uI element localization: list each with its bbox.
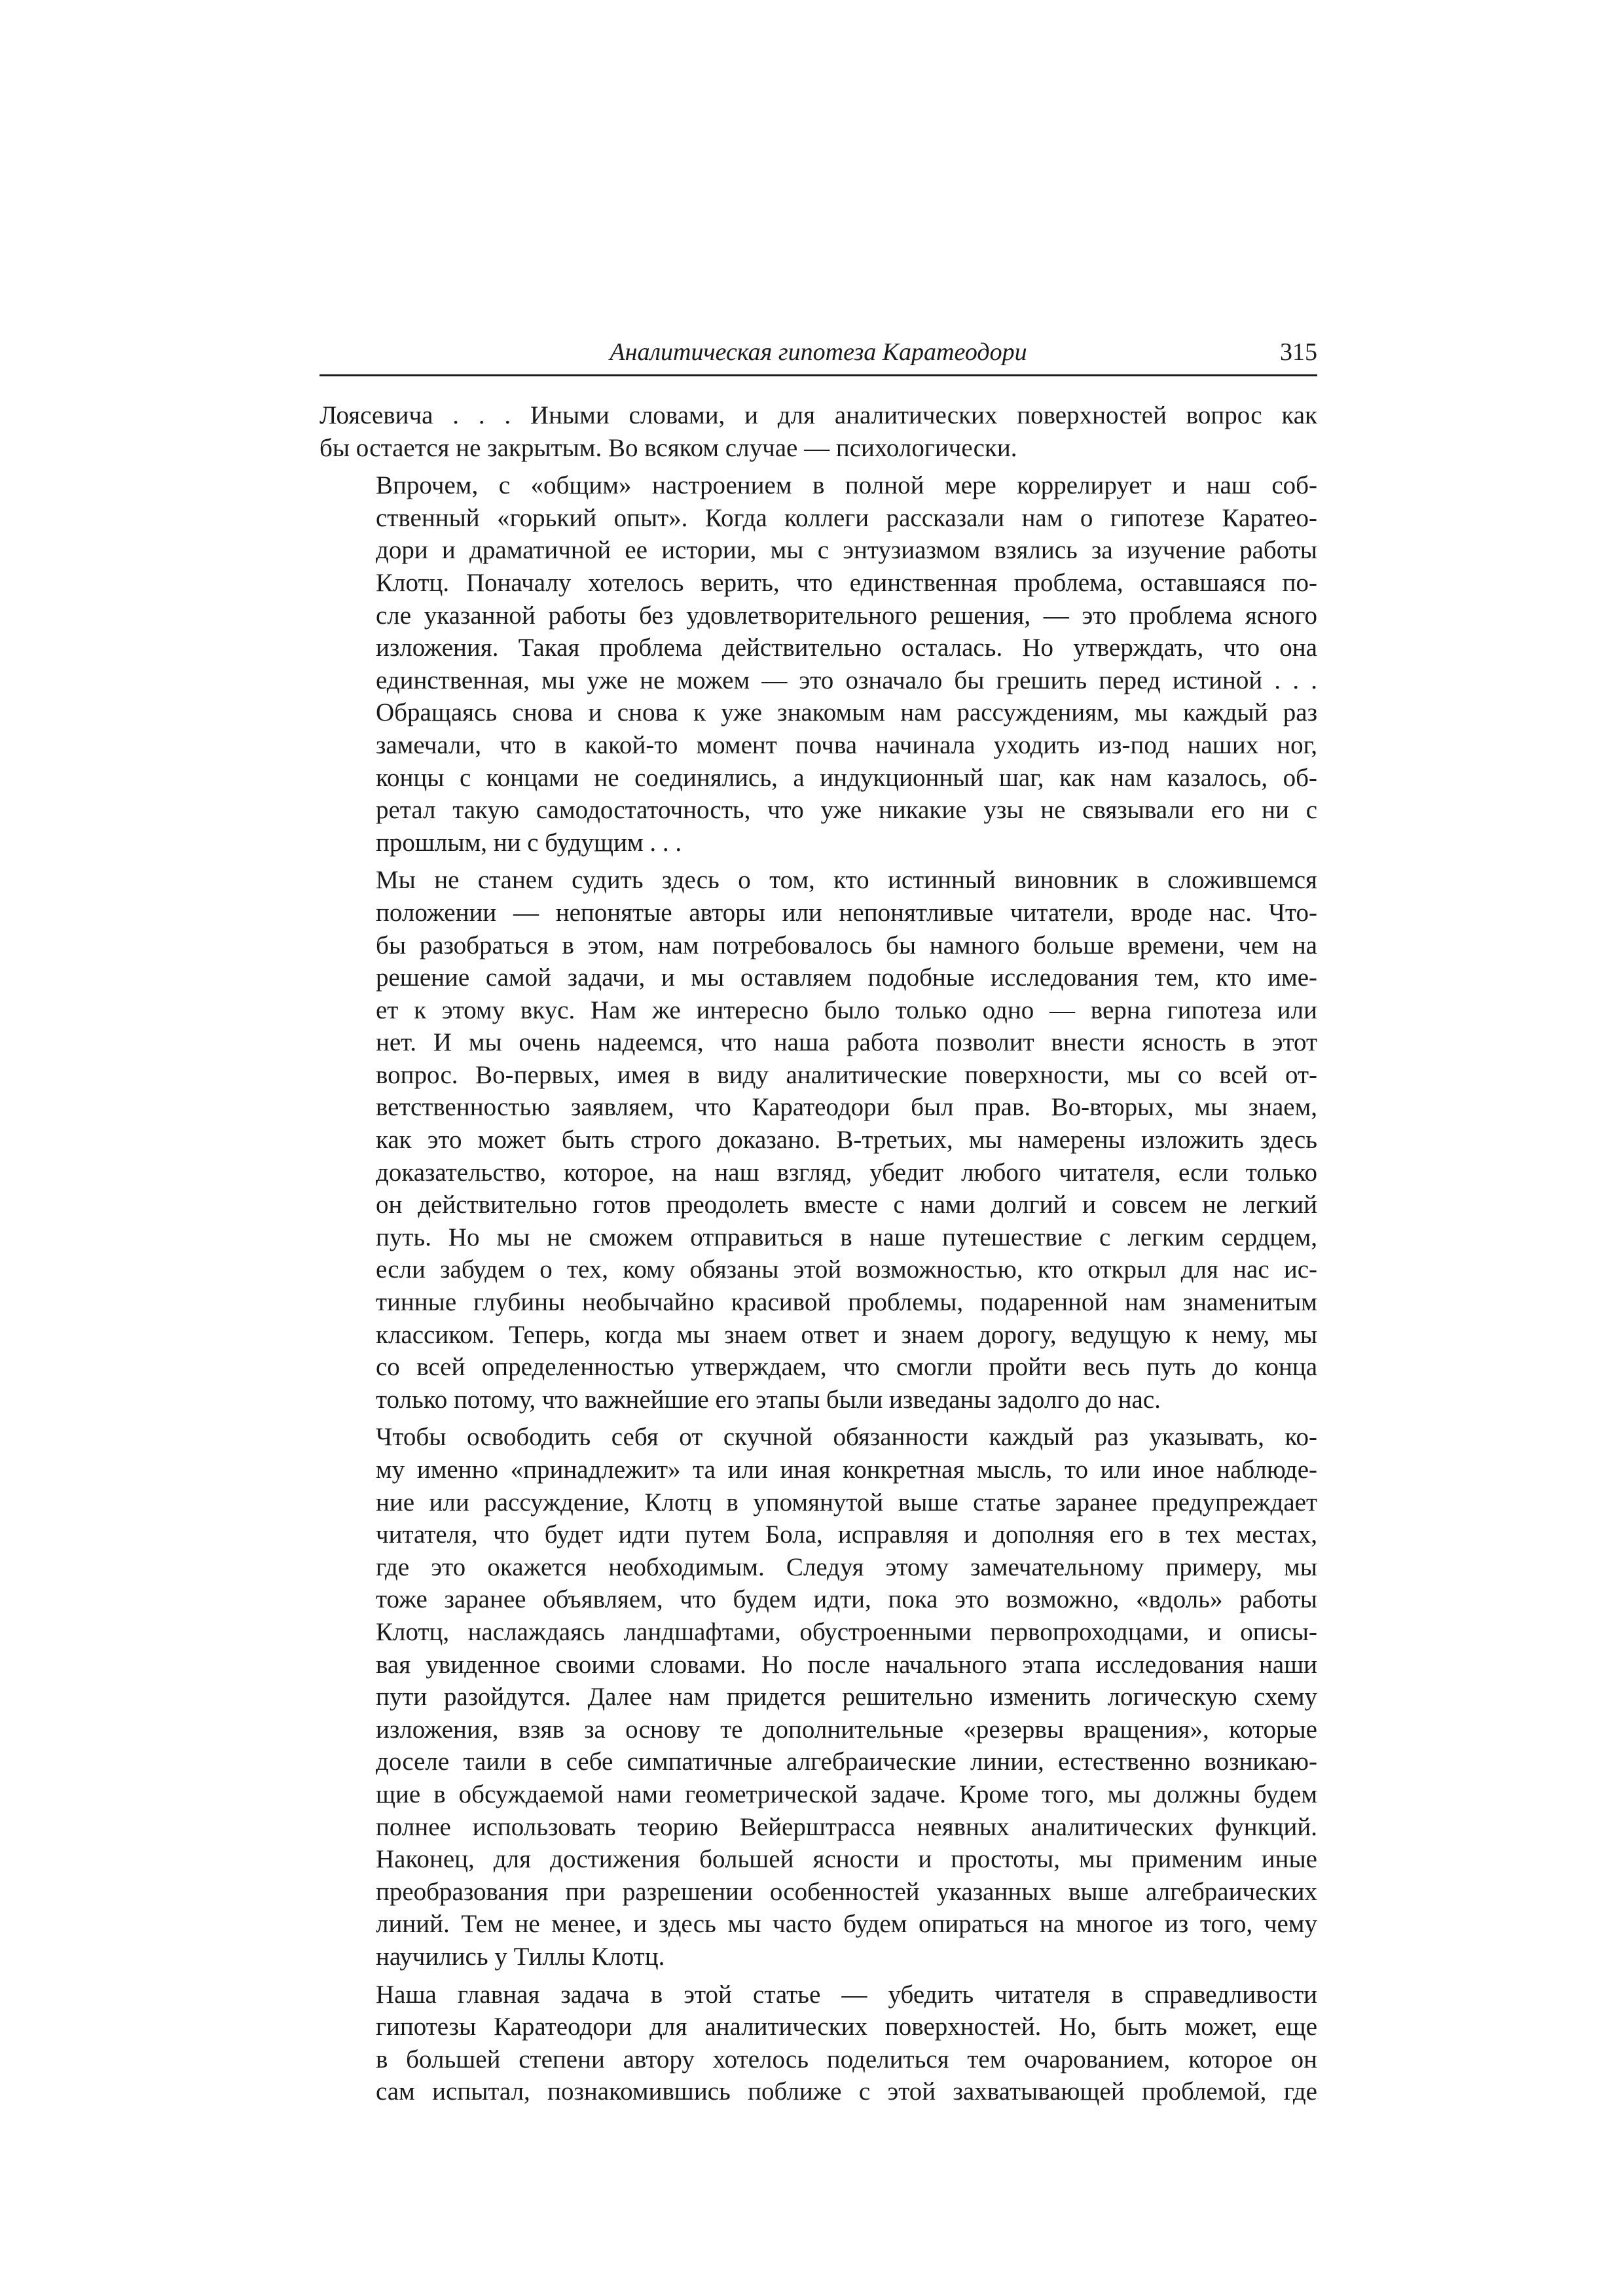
text-line: он действительно готов преодолеть вместе с нами долгий и совсем не легкий — [376, 1191, 1317, 1219]
text-line: путь. Но мы не сможем отправиться в наше путешествие с легким сердцем, — [376, 1223, 1317, 1251]
text-line: бы остается не закрытым. Во всяком случае — психологически. — [319, 433, 1017, 462]
running-title: Аналитическая гипотеза Каратеодори — [610, 338, 1027, 366]
page-number: 315 — [1280, 338, 1317, 366]
text-line: Лоясевича . . . Иными словами, и для аналитических поверхностей вопрос как — [319, 401, 1317, 429]
text-line: ет к этому вкус. Нам же интересно было только одно — верна гипотеза или — [376, 996, 1317, 1024]
text-line: тинные глубины необычайно красивой проблемы, подаренной нам знаменитым — [376, 1288, 1317, 1317]
text-line: ветственностью заявляем, что Каратеодори был прав. Во-вторых, мы знаем, — [376, 1093, 1317, 1122]
body-text — [319, 399, 1317, 2113]
text-line: изложения, взяв за основу те дополнительные «резервы вращения», которые — [376, 1715, 1317, 1744]
text-line: положении — непонятые авторы или непонятливые читатели, вроде нас. Что- — [376, 898, 1317, 927]
text-line: ственный «горький опыт». Когда коллеги рассказали нам о гипотезе Каратео- — [376, 503, 1317, 532]
text-line: только потому, что важнейшие его этапы были изведаны задолго до нас. — [376, 1385, 1161, 1414]
text-line: если забудем о тех, кому обязаны этой возможностью, кто открыл для нас ис- — [376, 1255, 1317, 1284]
paragraph-2 — [319, 469, 1317, 859]
text-line: тоже заранее объявляем, что будем идти, пока это возможно, «вдоль» работы — [376, 1585, 1317, 1614]
text-line: в большей степени автору хотелось поделиться тем очарованием, которое он — [376, 2045, 1317, 2073]
text-line: научились у Тиллы Клотц. — [376, 1942, 665, 1971]
text-line: полнее использовать теорию Вейерштрасса неявных аналитических функций. — [376, 1812, 1317, 1841]
text-line: бы разобраться в этом, нам потребовалось бы намного больше времени, чем на — [376, 931, 1317, 960]
text-line: ретал такую самодостаточность, что уже никакие узы не связывали его ни с — [376, 796, 1317, 825]
text-line: Наша главная задача в этой статье — убедить читателя в справедливости — [376, 1980, 1317, 2009]
text-line: дори и драматичной ее истории, мы с энтузиазмом взялись за изучение работы — [376, 536, 1317, 565]
text-line: Обращаясь снова и снова к уже знакомым нам рассуждениям, мы каждый раз — [376, 698, 1317, 727]
text-line: Впрочем, с «общим» настроением в полной мере коррелирует и наш соб- — [376, 471, 1317, 500]
text-line: прошлым, ни с будущим . . . — [376, 828, 682, 857]
running-header — [319, 335, 1317, 376]
text-line: изложения. Такая проблема действительно осталась. Но утверждать, что она — [376, 634, 1317, 662]
text-line: му именно «принадлежит» та или иная конкретная мысль, то или иное наблюде- — [376, 1456, 1317, 1484]
text-line: линий. Тем не менее, и здесь мы часто будем опираться на многое из того, чему — [376, 1910, 1317, 1939]
text-line: сле указанной работы без удовлетворительного решения, — это проблема ясного — [376, 601, 1317, 630]
text-line: Клотц, наслаждаясь ландшафтами, обустроенными первопроходцами, и описы- — [376, 1617, 1317, 1646]
text-line: доказательство, которое, на наш взгляд, убедит любого читателя, если только — [376, 1158, 1317, 1187]
text-line: вопрос. Во-первых, имея в виду аналитические поверхности, мы со всей от- — [376, 1060, 1317, 1089]
text-line: со всей определенностью утверждаем, что смогли пройти весь путь до конца — [376, 1353, 1317, 1382]
text-line: читателя, что будет идти путем Бола, исправляя и дополняя его в тех местах, — [376, 1520, 1317, 1549]
paragraph-4 — [319, 1421, 1317, 1973]
text-line: доселе таили в себе симпатичные алгебраические линии, естественно возникаю- — [376, 1748, 1317, 1776]
text-line: Наконец, для достижения большей ясности и простоты, мы применим иные — [376, 1845, 1317, 1874]
text-line: единственная, мы уже не можем — это означало бы грешить перед истиной . . . — [376, 666, 1317, 694]
paragraph-1 — [319, 399, 1317, 464]
text-line: Клотц. Поначалу хотелось верить, что единственная проблема, оставшаяся по- — [376, 568, 1317, 597]
text-line: пути разойдутся. Далее нам придется решительно изменить логическую схему — [376, 1683, 1317, 1712]
text-line: классиком. Теперь, когда мы знаем ответ и знаем дорогу, ведущую к нему, мы — [376, 1320, 1317, 1349]
paragraph-3 — [319, 864, 1317, 1416]
text-line: нет. И мы очень надеемся, что наша работа позволит внести ясность в этот — [376, 1028, 1317, 1057]
text-line: гипотезы Каратеодори для аналитических поверхностей. Но, быть может, еще — [376, 2013, 1317, 2041]
text-line: концы с концами не соединялись, а индукционный шаг, как нам казалось, об- — [376, 763, 1317, 792]
text-line: щие в обсуждаемой нами геометрической задаче. Кроме того, мы должны будем — [376, 1780, 1317, 1808]
paragraph-5 — [319, 1979, 1317, 2108]
text-line: решение самой задачи, и мы оставляем подобные исследования тем, кто име- — [376, 963, 1317, 992]
text-line: ние или рассуждение, Клотц в упомянутой выше статье заранее предупреждает — [376, 1488, 1317, 1516]
text-line: замечали, что в какой-то момент почва начинала уходить из-под наших ног, — [376, 730, 1317, 759]
text-line: где это окажется необходимым. Следуя этому замечательному примеру, мы — [376, 1552, 1317, 1581]
text-line: как это может быть строго доказано. В-третьих, мы намерены изложить здесь — [376, 1126, 1317, 1155]
text-line: сам испытал, познакомившись поближе с этой захватывающей проблемой, где — [376, 2077, 1317, 2106]
text-line: вая увиденное своими словами. Но после начального этапа исследования наши — [376, 1650, 1317, 1679]
text-line: Мы не станем судить здесь о том, кто истинный виновник в сложившемся — [376, 866, 1317, 895]
text-line: преобразования при разрешении особенностей указанных выше алгебраических — [376, 1877, 1317, 1906]
text-line: Чтобы освободить себя от скучной обязанности каждый раз указывать, ко- — [376, 1423, 1317, 1452]
